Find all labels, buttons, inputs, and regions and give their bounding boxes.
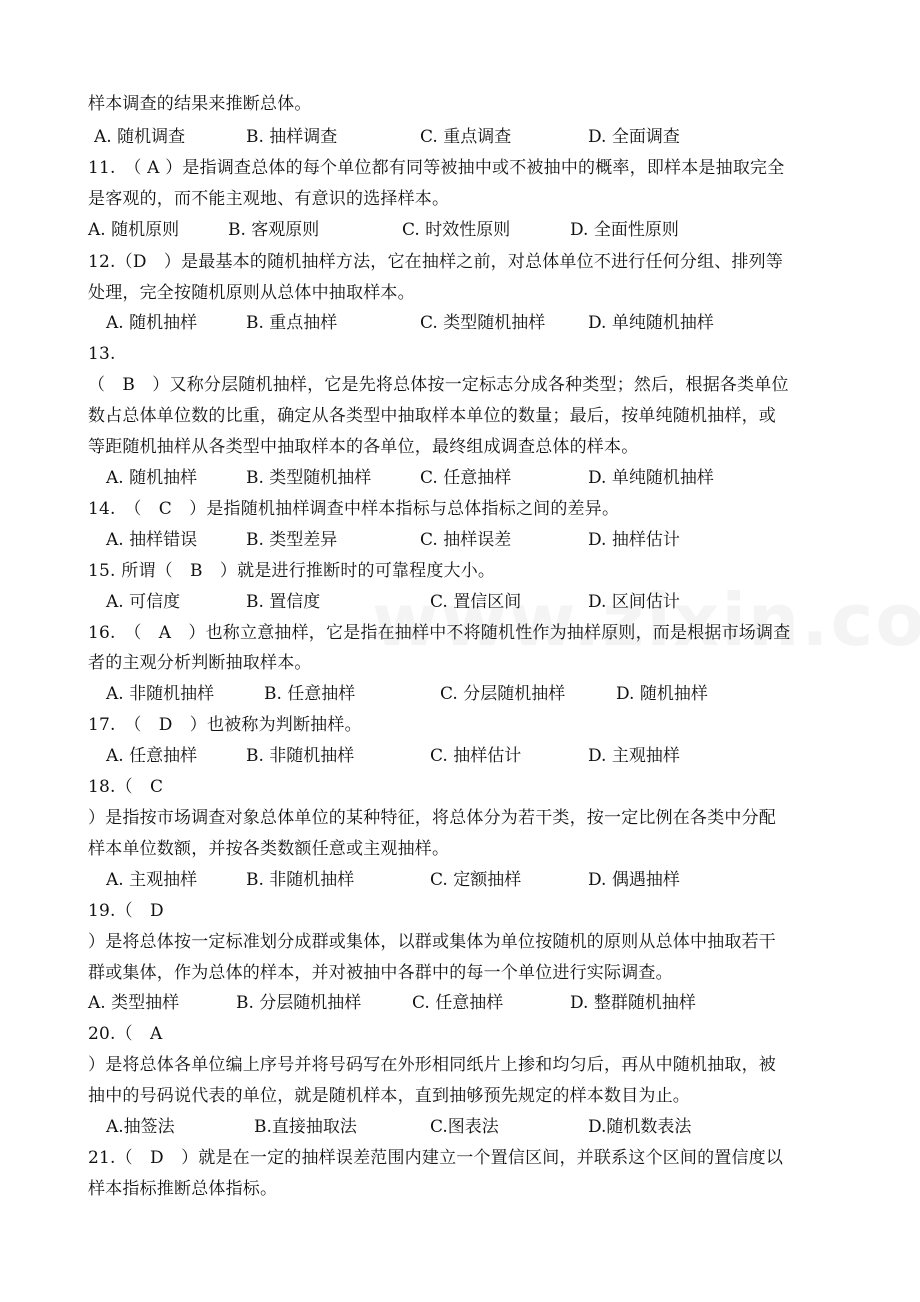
option-c: C. 时效性原则 bbox=[402, 220, 511, 240]
text-line: 数占总体单位数的比重，确定从各类型中抽取样本单位的数量；最后，按单纯随机抽样，或 bbox=[88, 406, 776, 426]
question-12: 12.（D ）是最基本的随机抽样方法，它在抽样之前，对总体单位不进行任何分组、排列等 bbox=[88, 252, 784, 272]
option-b: B. 类型随机抽样 bbox=[246, 468, 372, 488]
question-20: 20.（ A bbox=[88, 1024, 163, 1044]
option-a: A. 主观抽样 bbox=[106, 870, 198, 890]
option-c: C. 类型随机抽样 bbox=[420, 313, 546, 333]
question-13: 13. bbox=[88, 344, 116, 364]
option-b: B. 抽样调查 bbox=[246, 127, 338, 147]
option-d: D. 全面性原则 bbox=[570, 220, 679, 240]
option-a: A. 随机调查 bbox=[94, 127, 186, 147]
option-d: D. 主观抽样 bbox=[588, 746, 680, 766]
option-a: A.抽签法 bbox=[106, 1117, 175, 1137]
option-c: C. 分层随机抽样 bbox=[440, 684, 566, 704]
text-line: 群或集体，作为总体的样本，并对被抽中各群中的每一个单位进行实际调查。 bbox=[88, 963, 673, 983]
text-line: 是客观的，而不能主观地、有意识的选择样本。 bbox=[88, 189, 450, 209]
text-line: （ B ）又称分层随机抽样，它是先将总体按一定标志分成各种类型；然后，根据各类单位 bbox=[88, 375, 789, 395]
text-line: ）是指按市场调查对象总体单位的某种特征，将总体分为若干类，按一定比例在各类中分配 bbox=[88, 808, 776, 828]
option-b: B. 任意抽样 bbox=[264, 684, 356, 704]
option-a: A. 随机原则 bbox=[88, 220, 180, 240]
option-a: A. 非随机抽样 bbox=[106, 684, 215, 704]
option-b: B. 类型差异 bbox=[246, 530, 338, 550]
text-line: 等距随机抽样从各类型中抽取样本的各单位，最终组成调查总体的样本。 bbox=[88, 437, 639, 457]
option-c: C. 置信区间 bbox=[430, 592, 522, 612]
text-line: 处理，完全按随机原则从总体中抽取样本。 bbox=[88, 283, 415, 303]
text-line: 样本单位数额，并按各类数额任意或主观抽样。 bbox=[88, 839, 450, 859]
option-b: B. 分层随机抽样 bbox=[236, 993, 362, 1013]
option-a: A. 类型抽样 bbox=[88, 993, 180, 1013]
option-c: C. 重点调查 bbox=[420, 127, 512, 147]
option-d: D. 单纯随机抽样 bbox=[588, 313, 714, 333]
option-d: D. 随机抽样 bbox=[616, 684, 708, 704]
option-d: D. 全面调查 bbox=[588, 127, 680, 147]
option-c: C. 抽样误差 bbox=[420, 530, 512, 550]
text-line: 抽中的号码说代表的单位，就是随机样本，直到抽够预先规定的样本数目为止。 bbox=[88, 1086, 690, 1106]
question-11: 11. （ A ）是指调查总体的每个单位都有同等被抽中或不被抽中的概率，即样本是抽取完全 bbox=[88, 158, 785, 178]
option-a: A. 随机抽样 bbox=[106, 313, 198, 333]
text-line: ）是将总体各单位编上序号并将号码写在外形相同纸片上掺和均匀后，再从中随机抽取，被 bbox=[88, 1055, 776, 1075]
option-d: D. 整群随机抽样 bbox=[570, 993, 696, 1013]
option-a: A. 随机抽样 bbox=[106, 468, 198, 488]
option-d: D. 单纯随机抽样 bbox=[588, 468, 714, 488]
option-c: C. 任意抽样 bbox=[420, 468, 512, 488]
option-a: A. 可信度 bbox=[106, 592, 181, 612]
option-b: B. 非随机抽样 bbox=[246, 746, 355, 766]
option-b: B. 置信度 bbox=[246, 592, 321, 612]
text-line: 样本调查的结果来推断总体。 bbox=[88, 94, 312, 114]
question-14: 14. （ C ）是指随机抽样调查中样本指标与总体指标之间的差异。 bbox=[88, 499, 620, 519]
text-line: ）是将总体按一定标准划分成群或集体，以群或集体为单位按随机的原则从总体中抽取若干 bbox=[88, 932, 776, 952]
option-b: B.直接抽取法 bbox=[254, 1117, 357, 1137]
option-d: D.随机数表法 bbox=[588, 1117, 692, 1137]
option-b: B. 重点抽样 bbox=[246, 313, 338, 333]
option-c: C. 抽样估计 bbox=[430, 746, 522, 766]
question-15: 15. 所谓（ B ）就是进行推断时的可靠程度大小。 bbox=[88, 561, 496, 581]
option-c: C.图表法 bbox=[430, 1117, 499, 1137]
option-c: C. 任意抽样 bbox=[412, 993, 504, 1013]
option-d: D. 抽样估计 bbox=[588, 530, 680, 550]
text-line: 者的主观分析判断抽取样本。 bbox=[88, 653, 312, 673]
option-d: D. 区间估计 bbox=[588, 592, 680, 612]
question-16: 16. （ A ）也称立意抽样，它是指在抽样中不将随机性作为抽样原则，而是根据市场调查 bbox=[88, 623, 791, 643]
question-21: 21.（ D ）就是在一定的抽样误差范围内建立一个置信区间，并联系这个区间的置信度以 bbox=[88, 1148, 784, 1168]
option-c: C. 定额抽样 bbox=[430, 870, 522, 890]
question-19: 19.（ D bbox=[88, 901, 164, 921]
question-17: 17. （ D ）也被称为判断抽样。 bbox=[88, 715, 362, 735]
question-18: 18.（ C bbox=[88, 777, 164, 797]
option-b: B. 非随机抽样 bbox=[246, 870, 355, 890]
option-a: A. 抽样错误 bbox=[106, 530, 198, 550]
option-d: D. 偶遇抽样 bbox=[588, 870, 680, 890]
option-b: B. 客观原则 bbox=[228, 220, 320, 240]
text-line: 样本指标推断总体指标。 bbox=[88, 1179, 278, 1199]
option-a: A. 任意抽样 bbox=[106, 746, 198, 766]
